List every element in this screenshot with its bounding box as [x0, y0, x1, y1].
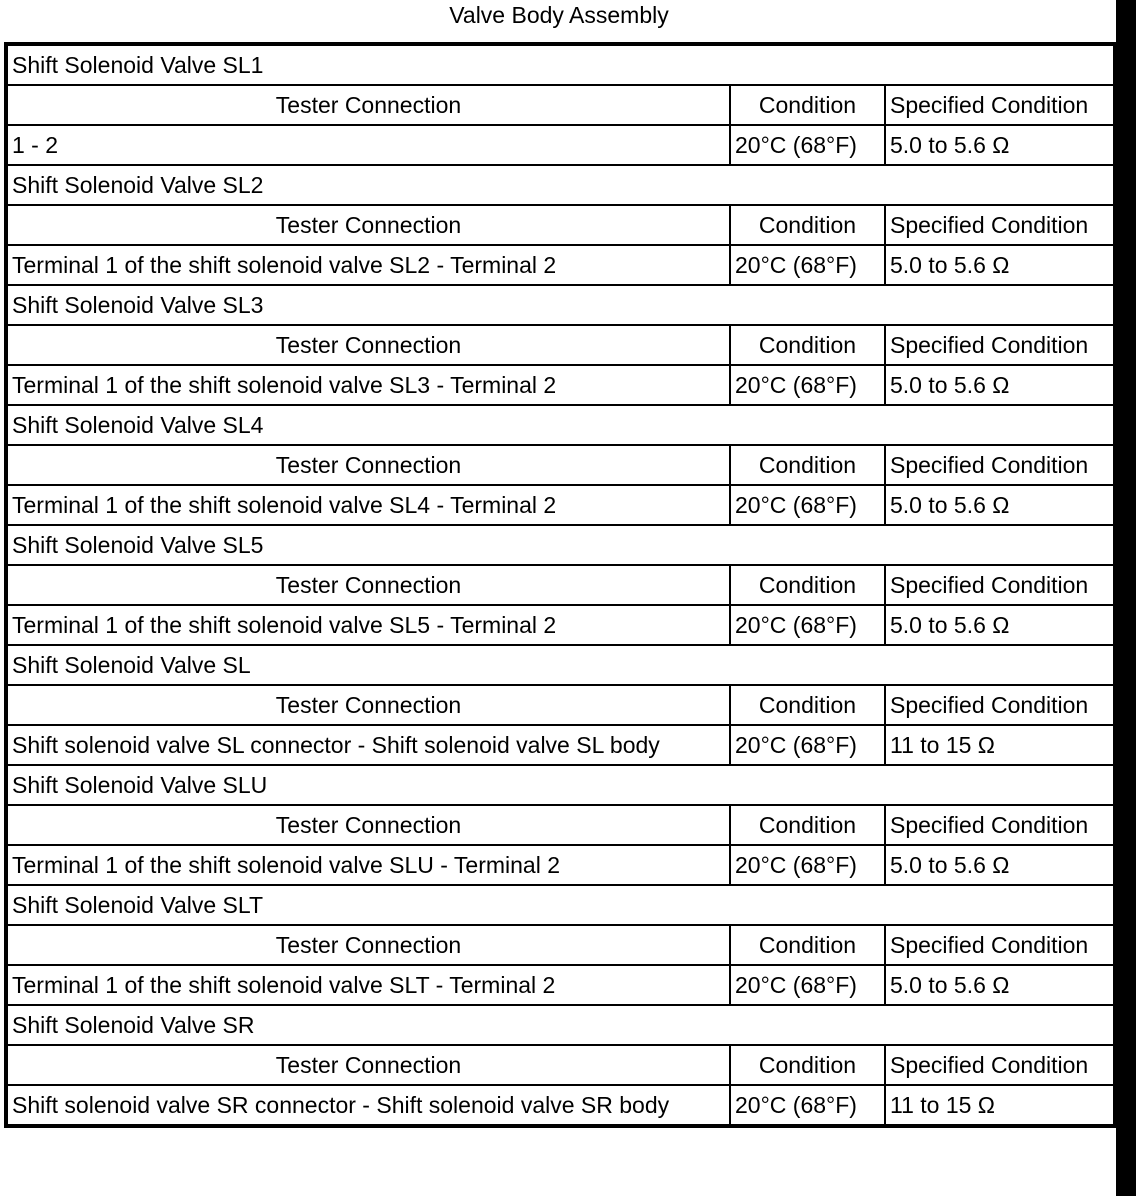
- specified-condition-header: Specified Condition: [885, 565, 1115, 605]
- condition-value: 20°C (68°F): [730, 965, 885, 1005]
- section-title-row: [6, 885, 1115, 925]
- tester-connection-header: Tester Connection: [6, 325, 730, 365]
- section-title-row: [6, 405, 1115, 445]
- tester-connection-value: Terminal 1 of the shift solenoid valve SL5 - Terminal 2: [6, 605, 730, 645]
- specified-condition-value: 5.0 to 5.6 Ω: [885, 845, 1115, 885]
- section-title: Shift Solenoid Valve SL1: [6, 44, 1115, 85]
- specified-condition-value: 11 to 15 Ω: [885, 1085, 1115, 1126]
- condition-value: 20°C (68°F): [730, 1085, 885, 1126]
- header-row: [6, 565, 1115, 605]
- section-title: Shift Solenoid Valve SL4: [6, 405, 1115, 445]
- data-row: [6, 605, 1115, 645]
- section-title-row: [6, 44, 1115, 85]
- specified-condition-header: Specified Condition: [885, 325, 1115, 365]
- condition-header: Condition: [730, 1045, 885, 1085]
- data-row: [6, 245, 1115, 285]
- right-edge-bar: [1116, 0, 1136, 1196]
- data-row: [6, 725, 1115, 765]
- tester-connection-header: Tester Connection: [6, 85, 730, 125]
- section-title: Shift Solenoid Valve SL: [6, 645, 1115, 685]
- tester-connection-header: Tester Connection: [6, 565, 730, 605]
- data-row: [6, 1085, 1115, 1126]
- tester-connection-value: Terminal 1 of the shift solenoid valve SL4 - Terminal 2: [6, 485, 730, 525]
- tester-connection-value: Terminal 1 of the shift solenoid valve SLT - Terminal 2: [6, 965, 730, 1005]
- section-title: Shift Solenoid Valve SR: [6, 1005, 1115, 1045]
- tester-connection-header: Tester Connection: [6, 925, 730, 965]
- condition-header: Condition: [730, 85, 885, 125]
- condition-header: Condition: [730, 805, 885, 845]
- tester-connection-header: Tester Connection: [6, 445, 730, 485]
- condition-value: 20°C (68°F): [730, 605, 885, 645]
- section-title: Shift Solenoid Valve SLU: [6, 765, 1115, 805]
- specified-condition-header: Specified Condition: [885, 445, 1115, 485]
- condition-value: 20°C (68°F): [730, 365, 885, 405]
- condition-value: 20°C (68°F): [730, 125, 885, 165]
- document-title: Valve Body Assembly: [449, 2, 669, 28]
- header-row: [6, 925, 1115, 965]
- section-title-row: [6, 165, 1115, 205]
- header-row: [6, 445, 1115, 485]
- section-title-row: [6, 525, 1115, 565]
- condition-header: Condition: [730, 445, 885, 485]
- tester-connection-value: Shift solenoid valve SL connector - Shift solenoid valve SL body: [6, 725, 730, 765]
- tester-connection-header: Tester Connection: [6, 805, 730, 845]
- data-row: [6, 125, 1115, 165]
- header-row: [6, 325, 1115, 365]
- data-row: [6, 485, 1115, 525]
- header-row: [6, 1045, 1115, 1085]
- tester-connection-value: Terminal 1 of the shift solenoid valve SL3 - Terminal 2: [6, 365, 730, 405]
- specified-condition-value: 5.0 to 5.6 Ω: [885, 365, 1115, 405]
- specified-condition-header: Specified Condition: [885, 85, 1115, 125]
- condition-header: Condition: [730, 205, 885, 245]
- section-title-row: [6, 285, 1115, 325]
- tester-connection-value: Terminal 1 of the shift solenoid valve SL2 - Terminal 2: [6, 245, 730, 285]
- specified-condition-header: Specified Condition: [885, 925, 1115, 965]
- specified-condition-value: 5.0 to 5.6 Ω: [885, 485, 1115, 525]
- tester-connection-header: Tester Connection: [6, 205, 730, 245]
- condition-value: 20°C (68°F): [730, 245, 885, 285]
- condition-header: Condition: [730, 565, 885, 605]
- section-title: Shift Solenoid Valve SL3: [6, 285, 1115, 325]
- section-title-row: [6, 765, 1115, 805]
- section-title-row: [6, 645, 1115, 685]
- tester-connection-value: Terminal 1 of the shift solenoid valve SLU - Terminal 2: [6, 845, 730, 885]
- data-row: [6, 365, 1115, 405]
- specified-condition-header: Specified Condition: [885, 685, 1115, 725]
- header-row: [6, 685, 1115, 725]
- specified-condition-value: 5.0 to 5.6 Ω: [885, 125, 1115, 165]
- condition-header: Condition: [730, 925, 885, 965]
- condition-value: 20°C (68°F): [730, 725, 885, 765]
- condition-value: 20°C (68°F): [730, 845, 885, 885]
- header-row: [6, 805, 1115, 845]
- specified-condition-value: 11 to 15 Ω: [885, 725, 1115, 765]
- tester-connection-header: Tester Connection: [6, 685, 730, 725]
- specified-condition-header: Specified Condition: [885, 205, 1115, 245]
- spec-table: [4, 42, 1117, 1128]
- section-title: Shift Solenoid Valve SLT: [6, 885, 1115, 925]
- section-title: Shift Solenoid Valve SL2: [6, 165, 1115, 205]
- section-title: Shift Solenoid Valve SL5: [6, 525, 1115, 565]
- section-title-row: [6, 1005, 1115, 1045]
- tester-connection-value: 1 - 2: [6, 125, 730, 165]
- specified-condition-value: 5.0 to 5.6 Ω: [885, 965, 1115, 1005]
- tester-connection-header: Tester Connection: [6, 1045, 730, 1085]
- data-row: [6, 845, 1115, 885]
- condition-header: Condition: [730, 685, 885, 725]
- condition-header: Condition: [730, 325, 885, 365]
- specified-condition-header: Specified Condition: [885, 805, 1115, 845]
- data-row: [6, 965, 1115, 1005]
- specified-condition-value: 5.0 to 5.6 Ω: [885, 245, 1115, 285]
- header-row: [6, 205, 1115, 245]
- tester-connection-value: Shift solenoid valve SR connector - Shift solenoid valve SR body: [6, 1085, 730, 1126]
- specified-condition-header: Specified Condition: [885, 1045, 1115, 1085]
- condition-value: 20°C (68°F): [730, 485, 885, 525]
- header-row: [6, 85, 1115, 125]
- specified-condition-value: 5.0 to 5.6 Ω: [885, 605, 1115, 645]
